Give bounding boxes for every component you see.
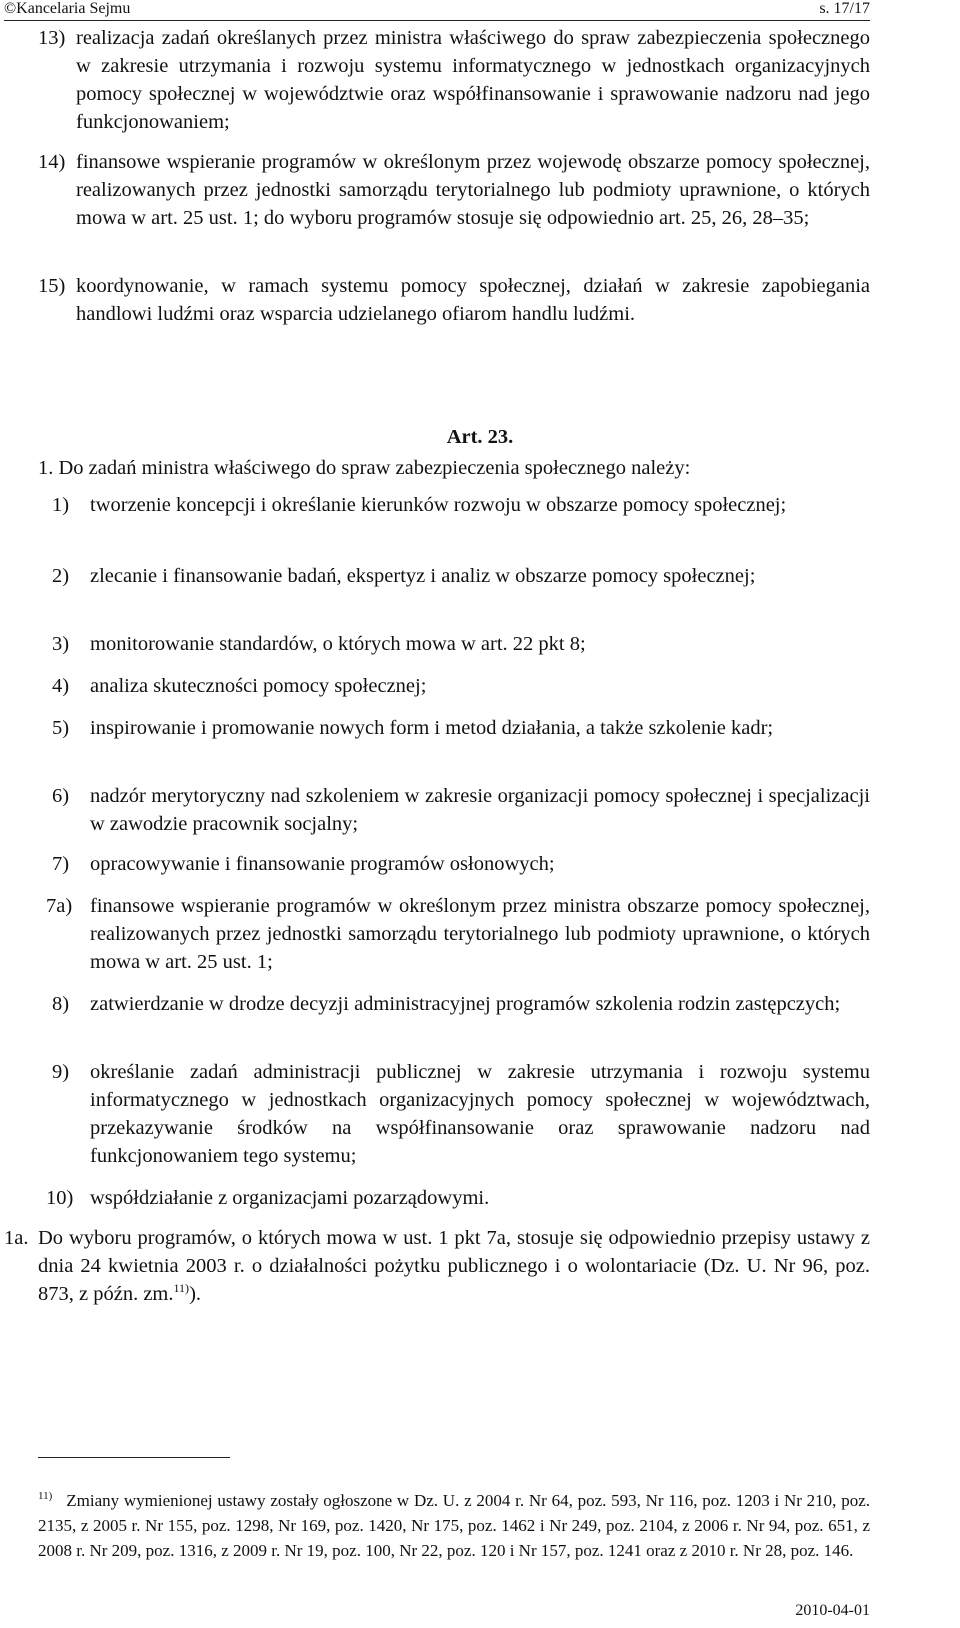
footnote-ref[interactable]: 11): [173, 1281, 190, 1296]
item-number: 9): [52, 1061, 70, 1083]
item-text: finansowe wspieranie programów w określonym przez ministra obszarze pomocy społecznej, realizowanych przez jednostki samorządu terytorialnego lub podmioty uprawnione, o których mowa w art. 25 ust. 1;: [90, 895, 870, 973]
item-number: 14): [38, 151, 66, 173]
item-text: monitorowanie standardów, o których mowa w art. 22 pkt 8;: [90, 633, 586, 655]
item-number: 4): [52, 675, 70, 697]
list-item: [38, 24, 870, 136]
item-number: 7): [52, 853, 70, 875]
item-text: finansowe wspieranie programów w określonym przez wojewodę obszarze pomocy społecznej, realizowanych przez jednostki samorządu terytorialnego lub podmioty uprawnione, o których mowa w art. 25 ust. 1; do wyboru programów stosuje się odpowiednio art. 25, 26, 28–35;: [76, 151, 870, 229]
item-number: 8): [52, 993, 70, 1015]
item-text: opracowywanie i finansowanie programów osłonowych;: [90, 853, 555, 875]
page-header: [4, 0, 870, 21]
paragraph-text: Do wyboru programów, o których mowa w ust. 1 pkt 7a, stosuje się odpowiednio przepisy ustawy z dnia 24 kwietnia 2003 r. o działalności pożytku publicznego i o wolontariacie (Dz. U. Nr 96, poz. 873, z późn. zm.$^{11)}$).: [38, 1227, 870, 1305]
footnote-text: Zmiany wymienionej ustawy zostały ogłoszone w Dz. U. z 2004 r. Nr 64, poz. 593, Nr 116, poz. 1203 i Nr 210, poz. 2135, z 2005 r. Nr 155, poz. 1298, Nr 169, poz. 1420, Nr 175, poz. 1462 i Nr 249, poz. 2104, z 2006 r. Nr 94, poz. 651, z 2008 r. Nr 209, poz. 1316, z 2009 r. Nr 19, poz. 100, Nr 22, poz. 120 i Nr 157, poz. 1241 oraz z 2010 r. Nr 28, poz. 146.: [38, 1491, 870, 1560]
article-title: Art. 23.: [446, 426, 514, 448]
footnote: [38, 1488, 870, 1563]
paragraph-intro: 1. Do zadań ministra właściwego do spraw zabezpieczenia społecznego należy:: [38, 457, 691, 479]
item-number: 15): [38, 275, 66, 297]
paragraph-number: 1a.: [4, 1227, 29, 1249]
item-text: określanie zadań administracji publicznej w zakresie utrzymania i rozwoju systemu informatycznego w jednostkach organizacyjnych pomocy społecznej w województwach, przekazywanie środków na współfinansowanie oraz sprawowanie nadzoru nad funkcjonowaniem tego systemu;: [90, 1061, 870, 1167]
item-text: nadzór merytoryczny nad szkoleniem w zakresie organizacji pomocy społecznej i specjalizacji w zawodzie pracownik socjalny;: [90, 785, 870, 835]
item-number: 5): [52, 717, 70, 739]
item-number: 7a): [46, 895, 73, 917]
publisher-label: ©Kancelaria Sejmu: [4, 0, 131, 17]
item-text: inspirowanie i promowanie nowych form i metod działania, a także szkolenie kadr;: [90, 717, 774, 739]
item-text: tworzenie koncepcji i określanie kierunków rozwoju w obszarze pomocy społecznej;: [90, 494, 787, 516]
page-number: s. 17/17: [819, 0, 870, 17]
item-number: 2): [52, 565, 70, 587]
item-text: realizacja zadań określanych przez ministra właściwego do spraw zabezpieczenia społecznego w zakresie utrzymania i rozwoju systemu informatycznego w jednostkach organizacyjnych pomocy społecznej w województwie oraz współfinansowanie i sprawowanie nadzoru nad jego funkcjonowaniem;: [76, 27, 870, 133]
item-text: koordynowanie, w ramach systemu pomocy społecznej, działań w zakresie zapobiegania handlowi ludźmi oraz wsparcia udzielanego ofiarom handlu ludźmi.: [76, 275, 870, 325]
item-number: 1): [52, 494, 70, 516]
item-text: współdziałanie z organizacjami pozarządowymi.: [90, 1187, 490, 1209]
list-item: [38, 148, 870, 260]
item-text: analiza skuteczności pomocy społecznej;: [90, 675, 427, 697]
item-text: zlecanie i finansowanie badań, ekspertyz i analiz w obszarze pomocy społecznej;: [90, 565, 756, 587]
item-number: 13): [38, 27, 66, 49]
item-number: 6): [52, 785, 70, 807]
footnote-divider: [38, 1457, 230, 1458]
footer-date: 2010-04-01: [795, 1602, 870, 1619]
item-number: 10): [46, 1187, 74, 1209]
paragraph-1a: [4, 1224, 870, 1308]
item-number: 3): [52, 633, 70, 655]
list-item: [38, 272, 870, 356]
item-text: zatwierdzanie w drodze decyzji administracyjnej programów szkolenia rodzin zastępczych;: [90, 993, 841, 1015]
footnote-mark: 11): [38, 1490, 53, 1503]
